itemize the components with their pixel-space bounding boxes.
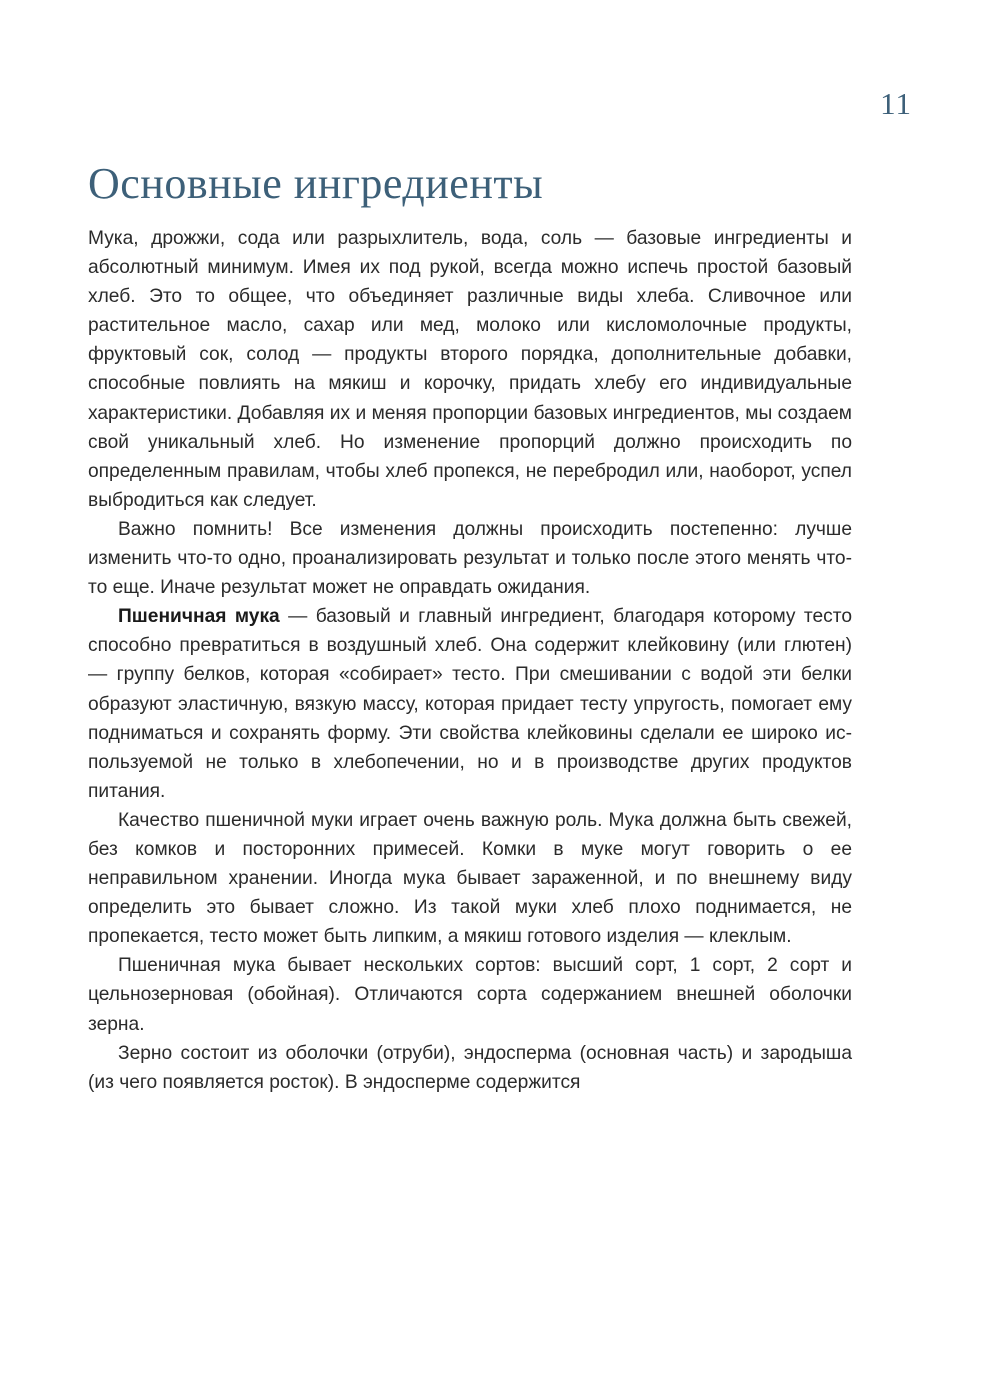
body-text bbox=[88, 224, 852, 1097]
paragraph-basic-ingredients: Мука, дрожжи, сода или разрыхлитель, вода, соль — базовые ингредиенты и абсолютный минимум. Имея их под рукой, всегда можно испечь простой базовый хлеб. Это то общее, что объединяет различные виды хлеба. Сливочное или растительное масло, сахар или мед, молоко или кисломолочные продукты, фруктовый сок, солод — продукты второго порядка, дополнительные добавки, способные повлиять на мякиш и корочку, придать хлебу его индивидуальные характеристики. Добавляя их и меняя пропорции базовых ингредиентов, мы создаем свой уникальный хлеб. Но изменение пропорций должно происходить по определенным правилам, чтобы хлеб пропекся, не перебродил или, наоборот, успел выбродиться как следует. bbox=[88, 228, 852, 511]
paragraph-flour-grades: Пшеничная мука бывает нескольких сортов: высший сорт, 1 сорт, 2 сорт и цельнозерновая (обойная). Отличаются сорта содержанием внешней оболочки зерна. bbox=[88, 955, 852, 1035]
page-number: 11 bbox=[880, 86, 912, 121]
paragraph-wheat-flour bbox=[88, 602, 852, 806]
paragraph-important-note: Важно помнить! Все изменения должны происходить постепенно: лучше изменить что-то одно, проанализировать результат и только после этого менять что-то еще. Иначе результат может не оправдать ожидания. bbox=[88, 518, 852, 599]
page-title: Основные ингредиенты bbox=[88, 159, 544, 208]
paragraph-grain-structure: Зерно состоит из оболочки (отруби), эндосперма (основная часть) и зародыша (из чего появляется росток). В эндосперме содержится bbox=[88, 1042, 852, 1093]
paragraph-flour-quality: Качество пшеничной муки играет очень важную роль. Мука должна быть свежей, без комков и посторонних примесей. Комки в муке могут говорить о ее неправильном хранении. Иногда мука бывает зараженной, и по внешнему виду определить это бывает сложно. Из такой муки хлеб плохо поднимается, не пропекается, тесто может быть липким, а мякиш готового изделия — клеклым. bbox=[88, 809, 852, 948]
term-wheat-flour: Пшеничная мука bbox=[118, 606, 280, 628]
wheat-flour-description: — базовый и главный ингредиент, благодаря которому тесто способно превратиться в воздушный хлеб. Она содержит клейковину (или глютен) — группу белков, которая «собирает» тесто. При смешивании с водой эти белки образуют эластичную, вязкую массу, которая придает тесту упругость, помогает ему подниматься и сохранять форму. Эти свойства клейковины сделали ее широко используемой не только в хлебопечении, но и в производстве других продуктов питания. bbox=[88, 606, 852, 802]
